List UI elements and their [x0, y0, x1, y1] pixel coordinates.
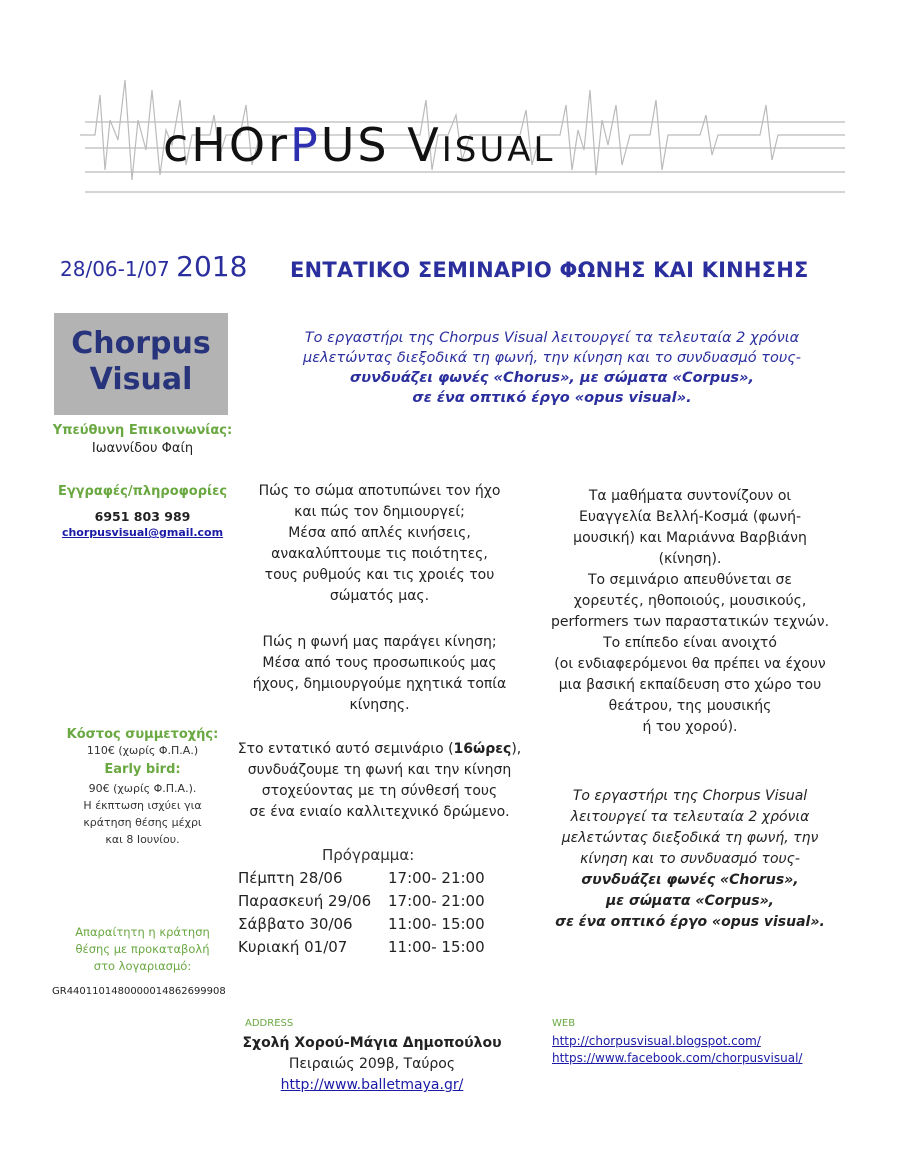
middle-paragraph-2: Πώς η φωνή μας παράγει κίνηση; Μέσα από τους προσωπικούς μας ήχους, δημιουργούμε ηχητικά τοπία κίνησης. [252, 634, 507, 713]
program-day: Κυριακή 01/07 [238, 938, 348, 956]
web-label: WEB [552, 1018, 576, 1029]
email-link[interactable]: chorpusvisual@gmail.com [61, 526, 224, 539]
program-time: 17:00- 21:00 [388, 869, 485, 887]
right-paragraph-2: Το εργαστήρι της Chorpus Visual λειτουργεί τα τελευταία 2 χρόνια μελετώντας διεξοδικά τη φωνή, την κίνηση και το συνδυασμό τους- συνδυάζει φωνές «Chorus», με σώματα «Corpus», σε ένα οπτικό έργο «opus visual». [555, 788, 825, 930]
facebook-link[interactable]: https://www.facebook.com/chorpusvisual/ [552, 1051, 803, 1065]
middle-paragraph-3: Στο εντατικό αυτό σεμινάριο (16ώρες), συνδυάζουμε τη φωνή και την κίνηση στοχεύοντας με τη σύνθεσή τους σε ένα ενιαίο καλλιτεχνικό δρώμενο. [237, 741, 522, 820]
chorpus-visual-logo-box: Chorpus Visual [54, 313, 228, 415]
event-title: ΕΝΤΑΤΙΚΟ ΣΕΜΙΝΑΡΙΟ ΦΩΝΗΣ ΚΑΙ ΚΙΝΗΣΗΣ [290, 258, 809, 282]
program-time: 11:00- 15:00 [388, 938, 485, 956]
blog-link[interactable]: http://chorpusvisual.blogspot.com/ [552, 1034, 761, 1048]
address-label: ADDRESS [245, 1018, 294, 1029]
program-day: Παρασκευή 29/06 [238, 892, 372, 910]
program-time: 17:00- 21:00 [388, 892, 485, 910]
deposit-note: Απαραίτητη η κράτηση θέσης με προκαταβολή στο λογαριασμό: [75, 925, 210, 973]
program-heading: Πρόγραμμα: [322, 846, 415, 864]
contact-section: Υπεύθυνη Επικοινωνίας: Ιωαννίδου Φαίη [52, 423, 233, 456]
intro-text: Το εργαστήρι της Chorpus Visual λειτουργεί τα τελευταία 2 χρόνια μελετώντας διεξοδικά τη φωνή, την κίνηση και το συνδυασμό τους- συνδυάζει φωνές «Chorus», με σώματα «Corpus», σε ένα οπτικό έργο «opus visual». [303, 330, 801, 406]
program-day: Σάββατο 30/06 [238, 915, 353, 933]
iban: GR4401101480000014862699908 [52, 986, 226, 997]
middle-paragraph-1: Πώς το σώμα αποτυπώνει τον ήχο και πώς τον δημιουργεί; Μέσα από απλές κινήσεις, ανακαλύπτουμε τις ποιότητες, τους ρυθμούς και τις χροιές του σώματός μας. [258, 483, 501, 604]
school-website-link[interactable]: http://www.balletmaya.gr/ [280, 1077, 464, 1093]
address-block: Σχολή Χορού-Μάγια Δημοπούλου Πειραιώς 209β, Ταύρος http://www.balletmaya.gr/ [242, 1035, 502, 1093]
program-time: 11:00- 15:00 [388, 915, 485, 933]
chorpus-visual-logo: cHOrPUS VISUAL [163, 118, 556, 172]
program-day: Πέμπτη 28/06 [238, 869, 343, 887]
event-dates: 28/06-1/07 2018 [60, 250, 248, 283]
info-section: Εγγραφές/πληροφορίες 6951 803 989 chorpusvisual@gmail.com [57, 484, 228, 539]
cost-section: Κόστος συμμετοχής: 110€ (χωρίς Φ.Π.Α.) Early bird: 90€ (χωρίς Φ.Π.Α.). Η έκπτωση ισχύει για κράτηση θέσης μέχρι και 8 Ιουνίου. [66, 727, 219, 846]
right-paragraph-1: Τα μαθήματα συντονίζουν οι Ευαγγελία Βελλή-Κοσμά (φωνή- μουσική) και Μαριάννα Βαρβιάνη (κίνηση). Το σεμινάριο απευθύνεται σε χορευτές, ηθοποιούς, μουσικούς, performers των παραστατικών τεχνών. Το επίπεδο είναι ανοιχτό (οι ενδιαφερόμενοι θα πρέπει να έχουν μια βασική εκπαίδευση στο χώρο του θεάτρου, της μουσικής ή του χορού). [550, 488, 830, 735]
web-links [552, 1033, 802, 1067]
